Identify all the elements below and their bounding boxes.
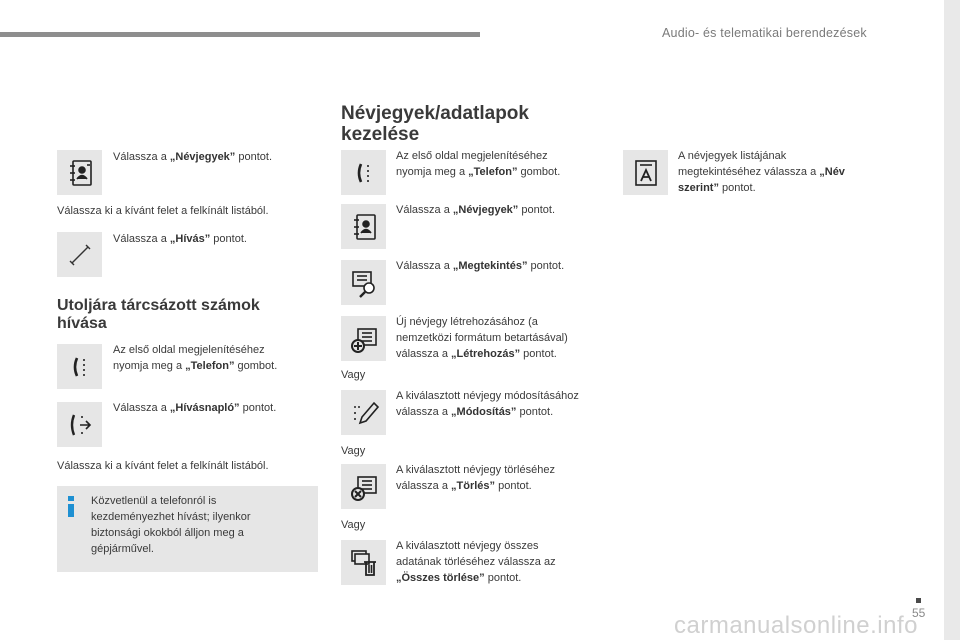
call-log-icon: [57, 402, 102, 447]
left-choose-text-1: Válassza ki a kívánt felet a felkínált listából.: [57, 205, 269, 217]
mid-step-edit: A kiválasztott névjegy módosításához válassza a „Módosítás” pontot.: [396, 390, 579, 418]
contacts-book-icon: [341, 204, 386, 249]
handset-icon: [57, 232, 102, 277]
mid-step-contacts: Válassza a „Névjegyek” pontot.: [396, 204, 556, 216]
info-icon: [68, 496, 74, 517]
right-step-sort-by-name: A névjegyek listájának megtekintéséhez válassza a „Név szerint” pontot.: [678, 150, 845, 194]
section-title-recent-calls: Utoljára tárcsázott számok hívása: [57, 297, 260, 332]
left-choose-text-2: Válassza ki a kívánt felet a felkínált listából.: [57, 460, 269, 472]
create-plus-icon: [341, 316, 386, 361]
page-edge-strip: [944, 0, 960, 640]
section-title-contacts: Névjegyek/adatlapok kezelése: [341, 103, 529, 145]
page-header-title: Audio- és telematikai berendezések: [662, 26, 867, 40]
delete-all-bin-icon: [341, 540, 386, 585]
phone-icon: [57, 344, 102, 389]
page-number: 55: [912, 606, 926, 620]
mid-step-create: Új névjegy létrehozásához (a nemzetközi formátum betartásával) válassza a „Létrehozás” pontot.: [396, 316, 568, 360]
or-label-3: Vagy: [341, 519, 366, 531]
info-note-text: Közvetlenül a telefonról is kezdeményezhet hívást; ilyenkor biztonsági okokból álljon meg a gépjárművel.: [91, 495, 251, 555]
mid-step-phone: Az első oldal megjelenítéséhez nyomja meg a „Telefon” gombot.: [396, 150, 561, 178]
watermark: carmanualsonline.info: [674, 612, 918, 639]
top-rule: [0, 32, 480, 37]
left-step-phone: Az első oldal megjelenítéséhez nyomja meg a „Telefon” gombot.: [113, 344, 278, 372]
view-magnifier-icon: [341, 260, 386, 305]
or-label-2: Vagy: [341, 445, 366, 457]
edit-pencil-icon: [341, 390, 386, 435]
contacts-book-icon: [57, 150, 102, 195]
phone-icon: [341, 150, 386, 195]
sort-by-name-icon: [623, 150, 668, 195]
or-label-1: Vagy: [341, 369, 366, 381]
left-step-call-log: Válassza a „Hívásnapló” pontot.: [113, 402, 277, 414]
info-note: [57, 486, 318, 572]
mid-step-view: Válassza a „Megtekintés” pontot.: [396, 260, 565, 272]
delete-x-icon: [341, 464, 386, 509]
mid-step-delete-all: A kiválasztott névjegy összes adatának törléséhez válassza az „Összes törlése” pontot.: [396, 540, 556, 584]
page-marker: [916, 598, 921, 603]
mid-step-delete: A kiválasztott névjegy törléséhez válassza a „Törlés” pontot.: [396, 464, 555, 492]
left-step-contacts: Válassza a „Névjegyek” pontot.: [113, 151, 273, 163]
left-step-call: Válassza a „Hívás” pontot.: [113, 233, 247, 245]
